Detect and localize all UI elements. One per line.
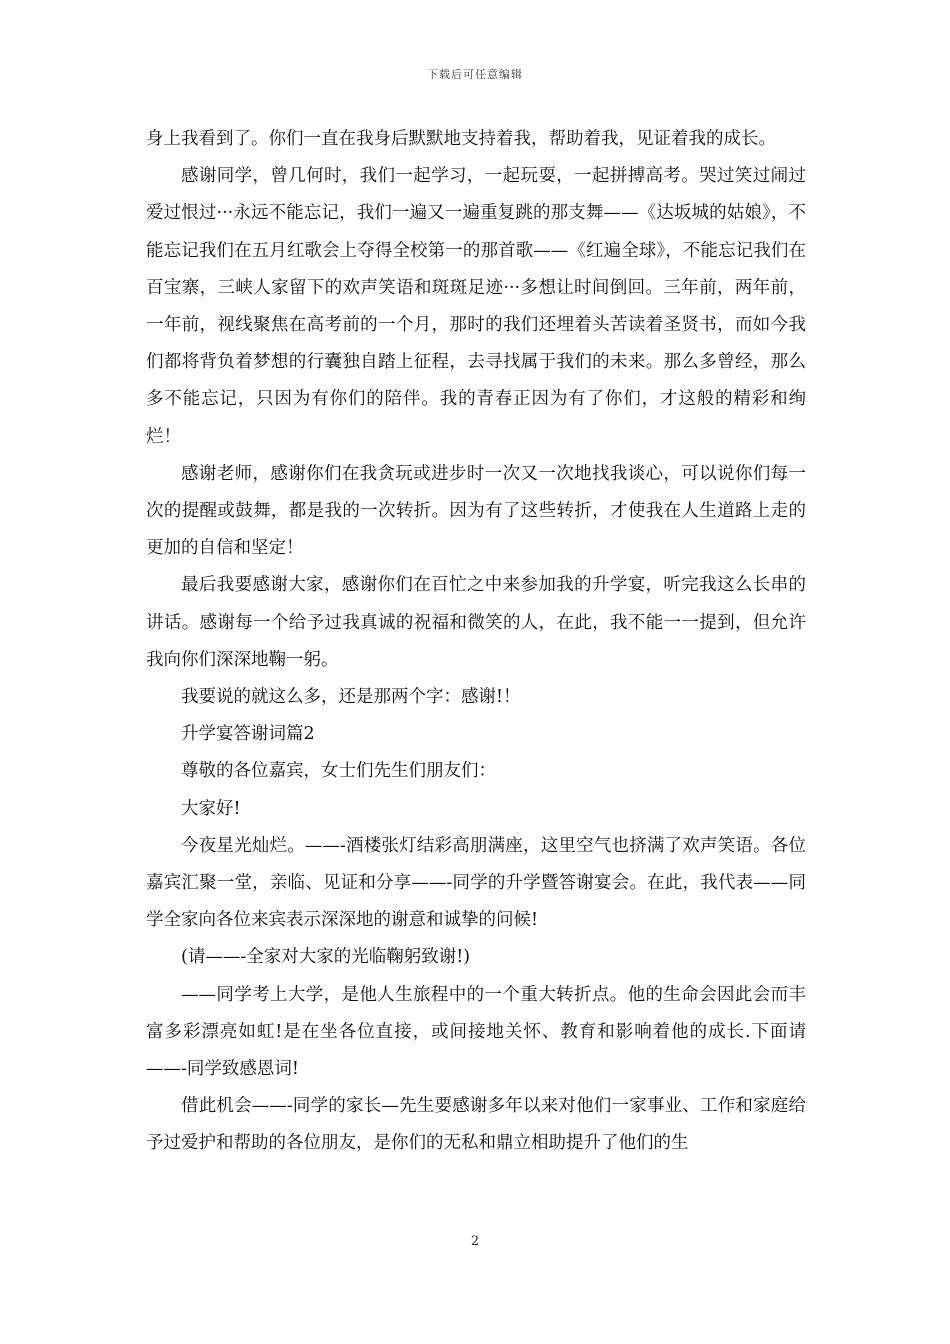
paragraph-thank-everyone: 最后我要感谢大家，感谢你们在百忙之中来参加我的升学宴，听完我这么长串的讲话。感谢每一个给予过我真诚的祝福和微笑的人，在此，我不能一一提到，但允许我向你们深深地鞠一躬。	[146, 575, 806, 670]
paragraph-turning-point: ——同学考上大学，是他人生旅程中的一个重大转折点。他的生命会因此会而丰富多彩漂亮如虹!是在坐各位直接，或间接地关怀、教育和影响着他的成长.下面请——-同学致感恩词!	[146, 984, 806, 1080]
paragraph-thank-classmates: 感谢同学，曾几何时，我们一起学习，一起玩耍，一起拼搏高考。哭过笑过闹过爱过恨过···永远不能忘记，我们一遍又一遍重复跳的那支舞——《达坂城的姑娘》，不能忘记我们在五月红歌会上夺得全校第一的那首歌——《红遍全球》，不能忘记我们在百宝寨，三峡人家留下的欢声笑语和斑斑足迹···多想让时间倒回。三年前，两年前，一年前，视线聚焦在高考前的一个月，那时的我们还埋着头苦读着圣贤书，而如今我们都将背负着梦想的行囊独自踏上征程，去寻找属于我们的未来。那么多曾经，那么多不能忘记，只因为有你们的陪伴。我的青春正因为有了你们，才这般的精彩和绚烂！	[146, 166, 806, 447]
paragraph-bow-note: (请——-全家对大家的光临鞠躬致谢!)	[181, 947, 471, 968]
document-body	[146, 121, 806, 1163]
page-number: 2	[470, 1234, 480, 1249]
paragraph-thank-teachers: 感谢老师，感谢你们在我贪玩或进步时一次又一次地找我谈心，可以说你们每一次的提醒或鼓舞，都是我的一次转折。因为有了这些转折，才使我在人生道路上走的更加的自信和坚定！	[146, 463, 806, 559]
paragraph-salutation: 尊敬的各位嘉宾，女士们先生们朋友们：	[181, 761, 496, 782]
paragraph-opening: 今夜星光灿烂。——-酒楼张灯结彩高朋满座，这里空气也挤满了欢声笑语。各位嘉宾汇聚一堂，亲临、见证和分享——-同学的升学暨答谢宴会。在此，我代表——同学全家向各位来宾表示深深地的谢意和诚挚的问候!	[146, 835, 806, 931]
section-heading: 升学宴答谢词篇2	[181, 724, 315, 745]
paragraph-parents-thanks: 借此机会——-同学的家长—先生要感谢多年以来对他们一家事业、工作和家庭给予过爱护和帮助的各位朋友，是你们的无私和鼎立相助提升了他们的生	[146, 1096, 806, 1154]
paragraph-greeting: 大家好!	[181, 798, 241, 819]
paragraph-continuation: 身上我看到了。你们一直在我身后默默地支持着我，帮助着我，见证着我的成长。	[146, 129, 776, 149]
header-note: 下载后可任意编辑	[427, 68, 523, 81]
paragraph-closing: 我要说的就这么多，还是那两个字：感谢!！	[181, 687, 521, 708]
